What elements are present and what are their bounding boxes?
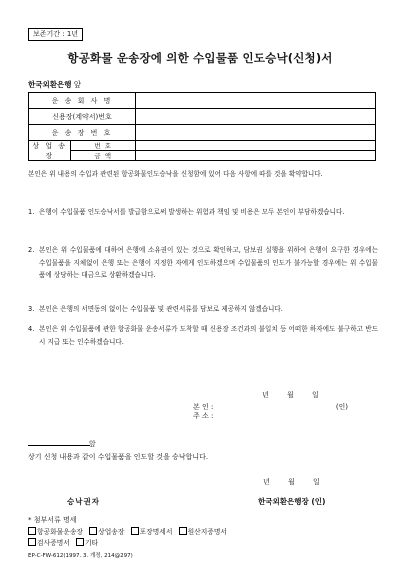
attachments-row-2 (28, 537, 98, 547)
attachment-label: 포장명세서 (139, 528, 173, 536)
invoice-number-label: 번 호 (71, 141, 135, 151)
invoice-amount-label: 금 액 (94, 152, 113, 160)
invoice-value-fields (136, 141, 375, 160)
address-label: 주 소 : (193, 412, 214, 420)
intro-paragraph: 본인은 위 내용의 수입과 관련된 항공화물인도승낙을 신청함에 있어 다음 사항에 따를 것을 확약합니다. (28, 170, 323, 178)
carrier-field[interactable] (136, 93, 376, 109)
item-number: 3. (28, 305, 35, 313)
attachment-label: 상업송장 (98, 528, 125, 536)
principal-seal: (인) (335, 403, 349, 411)
invoice-number-field[interactable] (136, 141, 375, 151)
item-number: 4. (28, 325, 35, 333)
table-row (29, 125, 376, 141)
item-number: 1. (28, 208, 35, 216)
attachments-row-1 (28, 526, 227, 536)
list-item (28, 206, 378, 219)
commercial-invoice-label: 상 업 송 장 (29, 141, 71, 160)
checkbox[interactable] (179, 527, 187, 535)
attachments-title: * 첨부서류 명세 (28, 516, 77, 524)
application-date: 년 월 일 (262, 391, 327, 399)
lc-number-label: 신용장(계약서)번호 (29, 109, 136, 125)
address-line (193, 411, 213, 421)
invoice-subfields (71, 141, 135, 160)
carrier-label: 운 송 회 사 명 (29, 93, 136, 109)
addressee-suffix: 앞 (73, 80, 82, 89)
list-item (28, 303, 378, 316)
list-item (28, 323, 378, 348)
principal-label: 본 인 : (193, 403, 214, 411)
attachment-label: 기타 (85, 539, 99, 547)
applicant-info-table (28, 92, 376, 161)
item-text: 본인은 위 수입물품에 관한 항공화물 운송서류가 도착할 때 신용장 조건과의 불일치 등 어떠한 하자에도 불구하고 반드시 지급 또는 인수하겠습니다. (39, 325, 378, 346)
commercial-invoice-cell (29, 141, 136, 161)
attachment-label: 항공화물운송장 (37, 528, 83, 536)
item-text: 본인은 위 수입물품에 대하여 은행에 소유권이 있는 것으로 확인하고, 담보권 실행을 위하여 은행이 요구한 경우에는 수입물품을 지체없이 은행 또는 은행이 지정한 자에게 인도하겠으며 수입물품의 인도가 불가능할 경우에는 위 수입물품에 상당하는 대금으로 상환하겠습니다. (39, 246, 378, 279)
item-text: 본인은 은행의 서면동의 없이는 수입물품 및 관련서류를 담보로 제공하지 않겠습니다. (39, 305, 283, 313)
attachment-label: 원산지증명서 (187, 528, 227, 536)
principal-line (193, 402, 348, 412)
checkbox[interactable] (28, 538, 36, 546)
lc-number-field[interactable] (136, 109, 376, 125)
table-row (29, 141, 376, 161)
attachment-label: 검사증명서 (37, 539, 70, 547)
checkbox[interactable] (76, 538, 84, 546)
waybill-number-label: 운 송 장 번 호 (29, 125, 136, 141)
table-row (29, 93, 376, 109)
approver-label: 승낙권자 (67, 497, 100, 506)
table-row (29, 109, 376, 125)
approval-statement: 상기 신청 내용과 같이 수입물품을 인도할 것을 승낙합니다. (28, 453, 209, 461)
addressee (28, 79, 81, 90)
retention-period-label: 보존기간 : 1년 (28, 28, 83, 41)
checkbox[interactable] (131, 527, 139, 535)
document-title: 항공화물 운송장에 의한 수입물품 인도승낙(신청)서 (67, 51, 333, 65)
invoice-value-cell (136, 141, 376, 161)
list-item (28, 244, 378, 282)
bank-head-signature: 한국외환은행장 (인) (258, 497, 326, 506)
item-number: 2. (28, 246, 35, 254)
checkbox[interactable] (28, 527, 36, 535)
form-code: EP-C-FW-612(1997. 3. 개정, 214@297) (28, 553, 133, 559)
addressee-bank: 한국외환은행 (28, 80, 72, 89)
approval-addressee-suffix: 앞 (89, 440, 96, 448)
approval-date: 년 월 일 (263, 478, 328, 486)
checkbox[interactable] (89, 527, 97, 535)
approval-addressee-blank[interactable] (28, 445, 90, 446)
item-text: 은행이 수입물품 인도승낙서를 발급함으로써 발생하는 위험과 책임 및 비용은 모두 본인이 부담하겠습니다. (39, 208, 345, 216)
invoice-amount-field[interactable] (136, 151, 375, 161)
waybill-number-field[interactable] (136, 125, 376, 141)
